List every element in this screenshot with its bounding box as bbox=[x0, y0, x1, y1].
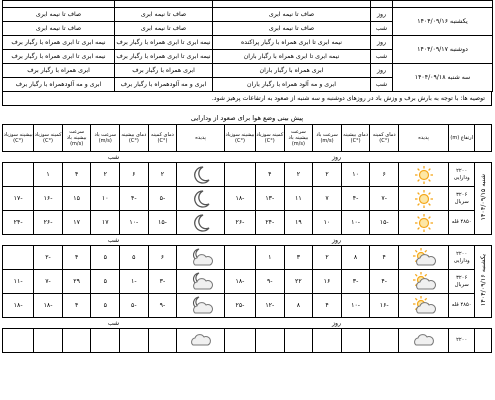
day-value bbox=[224, 246, 255, 270]
night-value: ۵ bbox=[91, 294, 120, 318]
summary-day-label: دوشنبه ۱۴۰۴/۰۹/۱۷ bbox=[393, 36, 493, 64]
night-value: ۴ bbox=[62, 163, 91, 187]
cloud-sun-icon bbox=[412, 296, 436, 316]
summary-slot-label: روز bbox=[371, 8, 393, 22]
forecast-table bbox=[2, 124, 492, 353]
night-value bbox=[3, 246, 34, 270]
band-spacer bbox=[449, 235, 475, 246]
day-value: ۱۱ bbox=[284, 187, 313, 211]
summary-cell: صاف تا نیمه ابری bbox=[115, 22, 213, 36]
cloud-sun-icon bbox=[412, 272, 436, 292]
night-value: ۴ bbox=[62, 246, 91, 270]
night-value: ۶ bbox=[148, 246, 177, 270]
header-wind-speed: سرعت باد (m/s) bbox=[313, 125, 342, 152]
day-value: -۱۸ bbox=[224, 270, 255, 294]
summary-cell: صاف تا نیمه ابری bbox=[3, 8, 115, 22]
header-wind-max: سرعت بیشینه باد (m/s) bbox=[62, 125, 91, 152]
cloud-moon-icon bbox=[189, 272, 213, 292]
summary-cell: ابری همراه با رگبار برف bbox=[115, 64, 213, 78]
header-tmin: دمای کمینه (°C) bbox=[148, 125, 177, 152]
day-value: -۱۰ bbox=[341, 294, 370, 318]
day-value: ۶ bbox=[370, 163, 399, 187]
night-value: -۱۵ bbox=[148, 211, 177, 235]
night-value: -۱۶ bbox=[34, 187, 63, 211]
day-value bbox=[284, 329, 313, 353]
night-value bbox=[3, 329, 34, 353]
summary-day-label: یکشنبه ۱۴۰۴/۰۹/۱۶ bbox=[393, 8, 493, 36]
forecast-day-text: یکشنبه ۱۴۰۴/۰۹/۱۶ bbox=[479, 254, 488, 307]
summary-header-cell bbox=[115, 1, 213, 8]
day-value: ۲ bbox=[284, 163, 313, 187]
header-wind-max: سرعت بیشینه باد (m/s) bbox=[284, 125, 313, 152]
summary-header-cell bbox=[393, 1, 493, 8]
cloud-icon bbox=[189, 331, 213, 351]
advisory-text: توصیه ها: با توجه به بارش برف و وزش باد در روزهای دوشنبه و سه شنبه از صعود به ارتفاعات پرهیز شود. bbox=[2, 92, 492, 106]
night-value: -۱ bbox=[120, 270, 149, 294]
station-name: ۳۲۰۶ سربال bbox=[449, 270, 475, 294]
header-phenomenon: پدیده bbox=[399, 125, 449, 152]
forecast-day-label bbox=[475, 246, 492, 318]
station-name: ۴۸۵۰ قله bbox=[449, 211, 475, 235]
band-spacer bbox=[475, 152, 492, 163]
night-phenomenon bbox=[177, 211, 225, 235]
forecast-header-row bbox=[3, 125, 492, 152]
forecast-row bbox=[3, 329, 492, 353]
night-value: ۱۷ bbox=[91, 211, 120, 235]
header-altitude: ارتفاع (m) bbox=[449, 125, 475, 152]
band-spacer bbox=[475, 318, 492, 329]
forecast-day-label bbox=[475, 163, 492, 235]
day-value: ۲ bbox=[313, 246, 342, 270]
night-phenomenon bbox=[177, 187, 225, 211]
summary-slot-label: روز bbox=[371, 36, 393, 50]
band-day-label: روز bbox=[224, 318, 448, 329]
forecast-row bbox=[3, 246, 492, 270]
day-value: -۱۰ bbox=[341, 211, 370, 235]
header-feels-min: کمینه سوزباد (°C) bbox=[255, 125, 284, 152]
night-value: -۳ bbox=[148, 270, 177, 294]
day-value: -۱۵ bbox=[370, 211, 399, 235]
band-spacer bbox=[449, 318, 475, 329]
night-value: -۱۰ bbox=[120, 211, 149, 235]
day-value: ۱۰ bbox=[341, 163, 370, 187]
summary-cell: ابری و مه آلودهمراه با رگبار برف bbox=[3, 78, 115, 92]
night-value: ۲۹ bbox=[62, 270, 91, 294]
night-value: -۵ bbox=[148, 187, 177, 211]
night-value bbox=[148, 329, 177, 353]
day-value: -۱۳ bbox=[255, 187, 284, 211]
summary-row bbox=[3, 8, 493, 22]
day-value: -۷ bbox=[370, 187, 399, 211]
night-value: ۱۵ bbox=[62, 187, 91, 211]
day-value: ۱۶ bbox=[313, 270, 342, 294]
summary-header-row bbox=[3, 1, 493, 8]
day-value: ۱۹ bbox=[284, 211, 313, 235]
night-value: ۲ bbox=[91, 163, 120, 187]
forecast-row bbox=[3, 211, 492, 235]
summary-cell: ابری و مه آلودهمراه با رگبار برف bbox=[115, 78, 213, 92]
day-value bbox=[341, 329, 370, 353]
forecast-row bbox=[3, 163, 492, 187]
forecast-row bbox=[3, 294, 492, 318]
header-feels-min: کمینه سوزباد (°C) bbox=[34, 125, 63, 152]
forecast-row bbox=[3, 270, 492, 294]
sun-icon bbox=[412, 213, 436, 233]
night-value bbox=[34, 329, 63, 353]
day-value: ۱۰ bbox=[313, 211, 342, 235]
night-value: -۱۸ bbox=[34, 294, 63, 318]
band-spacer bbox=[449, 152, 475, 163]
forecast-title: پیش بینی وضع هوا برای صعود از ودارایی bbox=[190, 114, 304, 122]
night-value: ۵ bbox=[91, 246, 120, 270]
band-night-label: شب bbox=[3, 152, 225, 163]
header-date bbox=[475, 125, 492, 152]
night-value: ۱۷ bbox=[62, 211, 91, 235]
summary-cell: ابری و مه آلود همراه با رگبار باران bbox=[213, 78, 371, 92]
summary-slot-label: شب bbox=[371, 22, 393, 36]
day-value: -۲۶ bbox=[224, 211, 255, 235]
summary-table bbox=[2, 0, 493, 92]
day-value: ۸ bbox=[284, 294, 313, 318]
day-value: ۱ bbox=[255, 246, 284, 270]
night-value: ۴ bbox=[62, 294, 91, 318]
day-value: ۴ bbox=[313, 294, 342, 318]
day-value: -۱۲ bbox=[255, 294, 284, 318]
night-value bbox=[120, 329, 149, 353]
summary-slot-label: شب bbox=[371, 50, 393, 64]
night-value: -۲ bbox=[34, 246, 63, 270]
forecast-day-text: شنبه ۱۴۰۴/۰۹/۱۵ bbox=[479, 174, 488, 221]
day-value: -۱۶ bbox=[370, 294, 399, 318]
night-phenomenon bbox=[177, 329, 225, 353]
summary-cell: صاف تا نیمه ابری bbox=[3, 22, 115, 36]
night-value: ۱۰ bbox=[91, 187, 120, 211]
summary-cell: نیمه ابری تا ابری همراه با رگبار پراکنده bbox=[213, 36, 371, 50]
night-value: ۲ bbox=[148, 163, 177, 187]
summary-cell: نیمه ابری تا ابری همراه با رگبار برف bbox=[3, 36, 115, 50]
night-value: -۵ bbox=[120, 294, 149, 318]
night-value: -۱۷ bbox=[3, 187, 34, 211]
band-spacer bbox=[475, 235, 492, 246]
day-phenomenon bbox=[399, 329, 449, 353]
night-value: ۱ bbox=[34, 163, 63, 187]
day-phenomenon bbox=[399, 270, 449, 294]
header-wind-speed: سرعت باد (m/s) bbox=[91, 125, 120, 152]
station-name: ۳۲۰۶ سربال bbox=[449, 187, 475, 211]
forecast-day-label bbox=[475, 329, 492, 353]
day-night-band bbox=[3, 318, 492, 329]
cloud-moon-icon bbox=[189, 296, 213, 316]
header-feels-max: بیشینه سوزباد (°C) bbox=[3, 125, 34, 152]
night-phenomenon bbox=[177, 163, 225, 187]
header-tmax: دمای بیشینه (°C) bbox=[341, 125, 370, 152]
day-value bbox=[224, 329, 255, 353]
night-value: -۷ bbox=[34, 270, 63, 294]
night-value: -۲۶ bbox=[34, 211, 63, 235]
day-value bbox=[255, 329, 284, 353]
night-value: -۹ bbox=[148, 294, 177, 318]
night-phenomenon bbox=[177, 246, 225, 270]
day-value: -۲۴ bbox=[255, 211, 284, 235]
day-value: ۴ bbox=[370, 246, 399, 270]
summary-cell: نیمه ابری تا ابری همراه با رگبار باران bbox=[213, 50, 371, 64]
day-value: -۳ bbox=[341, 270, 370, 294]
summary-slot-label: شب bbox=[371, 78, 393, 92]
summary-cell: صاف تا نیمه ابری bbox=[115, 8, 213, 22]
station-name: ۲۲۰۰ ودارایی bbox=[449, 163, 475, 187]
night-value: -۱۱ bbox=[3, 270, 34, 294]
moon-icon bbox=[189, 213, 213, 233]
page bbox=[2, 0, 492, 353]
day-value: -۱۸ bbox=[224, 187, 255, 211]
night-value: ۵ bbox=[120, 246, 149, 270]
day-value: ۳ bbox=[284, 246, 313, 270]
header-feels-max: بیشینه سوزباد (°C) bbox=[224, 125, 255, 152]
station-name: ۲۲۰۰ bbox=[449, 329, 475, 353]
day-value: ۲۲ bbox=[284, 270, 313, 294]
night-value bbox=[62, 329, 91, 353]
day-value: -۹ bbox=[255, 270, 284, 294]
night-value bbox=[3, 163, 34, 187]
cloud-moon-icon bbox=[189, 248, 213, 268]
summary-slot-label: روز bbox=[371, 64, 393, 78]
day-night-band-first bbox=[3, 152, 492, 163]
day-phenomenon bbox=[399, 246, 449, 270]
summary-header-cell bbox=[371, 1, 393, 8]
summary-cell: نیمه ابری تا ابری همراه با رگبار برف bbox=[115, 50, 213, 64]
night-value: -۴ bbox=[120, 187, 149, 211]
moon-icon bbox=[189, 165, 213, 185]
summary-header-cell bbox=[213, 1, 371, 8]
cloud-icon bbox=[412, 331, 436, 351]
summary-cell: نیمه ابری تا ابری همراه با رگبار برف bbox=[3, 50, 115, 64]
night-phenomenon bbox=[177, 270, 225, 294]
header-tmin: دمای کمینه (°C) bbox=[370, 125, 399, 152]
day-value: ۷ bbox=[313, 187, 342, 211]
header-phenomenon: پدیده bbox=[177, 125, 225, 152]
cloud-sun-icon bbox=[412, 248, 436, 268]
day-value: -۴ bbox=[341, 187, 370, 211]
day-phenomenon bbox=[399, 163, 449, 187]
sun-icon bbox=[412, 165, 436, 185]
band-night-label: شب bbox=[3, 318, 225, 329]
header-tmax: دمای بیشینه (°C) bbox=[120, 125, 149, 152]
summary-day-label: سه شنبه ۱۴۰۴/۰۹/۱۸ bbox=[393, 64, 493, 92]
night-value bbox=[91, 329, 120, 353]
summary-cell: صاف تا نیمه ابری bbox=[213, 22, 371, 36]
sun-icon bbox=[412, 189, 436, 209]
night-value: -۲۴ bbox=[3, 211, 34, 235]
summary-row bbox=[3, 64, 493, 78]
forecast-row bbox=[3, 187, 492, 211]
summary-cell: صاف تا نیمه ابری bbox=[213, 8, 371, 22]
moon-icon bbox=[189, 189, 213, 209]
night-value: ۵ bbox=[91, 270, 120, 294]
band-day-label: روز bbox=[224, 235, 448, 246]
summary-cell: نیمه ابری تا ابری همراه با رگبار برف bbox=[115, 36, 213, 50]
day-value: -۲۵ bbox=[224, 294, 255, 318]
day-phenomenon bbox=[399, 187, 449, 211]
summary-cell: ابری همراه با رگبار برف bbox=[3, 64, 115, 78]
day-value bbox=[224, 163, 255, 187]
station-name: ۲۲۰۰ ودارایی bbox=[449, 246, 475, 270]
summary-header-cell bbox=[3, 1, 115, 8]
night-phenomenon bbox=[177, 294, 225, 318]
band-day-label: روز bbox=[224, 152, 448, 163]
night-value: -۱۸ bbox=[3, 294, 34, 318]
night-value: ۶ bbox=[120, 163, 149, 187]
day-phenomenon bbox=[399, 294, 449, 318]
day-value: -۴ bbox=[370, 270, 399, 294]
band-night-label: شب bbox=[3, 235, 225, 246]
summary-cell: ابری همراه با رگبار باران bbox=[213, 64, 371, 78]
day-phenomenon bbox=[399, 211, 449, 235]
day-value: ۸ bbox=[341, 246, 370, 270]
station-name: ۴۸۵۰ قله bbox=[449, 294, 475, 318]
day-value: ۲ bbox=[313, 163, 342, 187]
day-value bbox=[313, 329, 342, 353]
day-value bbox=[370, 329, 399, 353]
summary-row bbox=[3, 36, 493, 50]
day-value: ۴ bbox=[255, 163, 284, 187]
day-night-band bbox=[3, 235, 492, 246]
